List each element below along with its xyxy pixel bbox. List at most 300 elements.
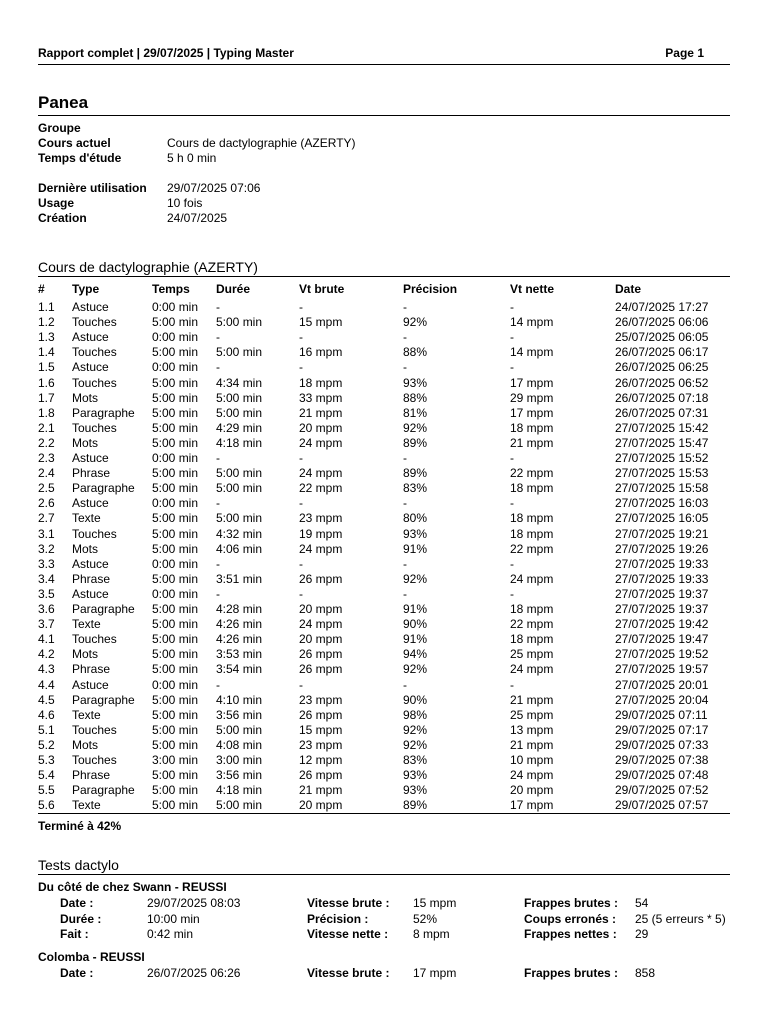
report-title: Rapport complet | 29/07/2025 | Typing Master <box>38 46 294 60</box>
row-net-speed: 17 mpm <box>510 375 554 390</box>
row-duration: 4:06 min <box>216 541 263 556</box>
table-row <box>38 496 730 511</box>
row-time: 0:00 min <box>152 496 199 511</box>
row-time: 5:00 min <box>152 737 199 752</box>
table-row <box>38 708 730 723</box>
row-number: 4.4 <box>38 677 55 692</box>
row-date: 27/07/2025 15:42 <box>615 420 709 435</box>
row-accuracy: 91% <box>403 602 428 616</box>
row-number: 4.5 <box>38 692 55 707</box>
test-field-value: 25 (5 erreurs * 5) <box>635 911 726 926</box>
row-number: 5.6 <box>38 798 55 813</box>
row-number: 4.1 <box>38 632 55 647</box>
row-net-speed: 24 mpm <box>510 768 554 783</box>
row-accuracy: 93% <box>403 526 428 541</box>
table-row <box>38 527 730 542</box>
test-field-label: Précision : <box>307 911 369 926</box>
row-time: 5:00 min <box>152 692 199 707</box>
table-row <box>38 723 730 738</box>
row-number: 5.1 <box>38 722 55 737</box>
row-net-speed: 18 mpm <box>510 420 554 435</box>
row-type: Astuce <box>72 300 109 314</box>
table-row <box>38 542 730 557</box>
row-net-speed: 22 mpm <box>510 466 554 481</box>
creation-label: Création <box>38 211 87 225</box>
row-gross-speed: 20 mpm <box>299 798 343 813</box>
row-type: Mots <box>72 647 99 662</box>
row-time: 0:00 min <box>152 586 199 601</box>
row-type: Texte <box>72 798 101 813</box>
row-type: Texte <box>72 707 101 722</box>
row-date: 26/07/2025 06:52 <box>615 375 709 390</box>
row-duration: 3:56 min <box>216 768 263 783</box>
row-net-speed: 25 mpm <box>510 647 554 662</box>
row-net-speed: 18 mpm <box>510 511 554 526</box>
row-duration: 5:00 min <box>216 798 263 813</box>
row-number: 5.5 <box>38 783 55 798</box>
row-accuracy: - <box>403 677 407 692</box>
test-field-value: 26/07/2025 06:26 <box>147 966 241 980</box>
row-net-speed: - <box>510 300 514 314</box>
row-net-speed: 17 mpm <box>510 405 554 420</box>
row-type: Phrase <box>72 571 111 586</box>
row-net-speed: - <box>510 677 514 692</box>
row-type: Touches <box>72 526 117 541</box>
col-number: # <box>38 282 45 296</box>
row-accuracy: 92% <box>403 315 428 330</box>
table-row <box>38 451 730 466</box>
row-duration: 3:51 min <box>216 571 263 586</box>
row-accuracy: 90% <box>403 692 428 707</box>
row-date: 26/07/2025 07:18 <box>615 390 709 405</box>
row-gross-speed: 24 mpm <box>299 435 343 450</box>
row-date: 29/07/2025 07:57 <box>615 798 709 813</box>
table-row <box>38 300 730 315</box>
row-accuracy: 93% <box>403 768 428 783</box>
row-net-speed: 18 mpm <box>510 481 554 496</box>
test-field-value: 29/07/2025 08:03 <box>147 896 241 910</box>
row-date: 26/07/2025 06:17 <box>615 345 709 360</box>
row-type: Touches <box>72 722 117 737</box>
row-number: 3.5 <box>38 586 55 601</box>
course-label: Cours actuel <box>38 136 111 150</box>
col-net-speed: Vt nette <box>510 282 555 296</box>
row-type: Astuce <box>72 586 109 601</box>
row-accuracy: 92% <box>403 420 428 435</box>
row-date: 27/07/2025 19:42 <box>615 617 709 632</box>
row-type: Touches <box>72 420 117 435</box>
row-number: 4.3 <box>38 662 55 677</box>
test-field-value: 29 <box>635 927 649 941</box>
col-type: Type <box>72 282 100 296</box>
table-row <box>38 436 730 451</box>
row-gross-speed: - <box>299 300 303 314</box>
row-accuracy: 88% <box>403 345 428 360</box>
study-value: 5 h 0 min <box>167 151 217 165</box>
table-row <box>38 315 730 330</box>
row-time: 5:00 min <box>152 602 199 616</box>
test-field-label: Frappes nettes : <box>524 927 617 941</box>
row-duration: 3:00 min <box>216 753 263 767</box>
row-gross-speed: 20 mpm <box>299 602 343 616</box>
row-accuracy: 98% <box>403 707 428 722</box>
row-time: 5:00 min <box>152 662 199 677</box>
row-gross-speed: 20 mpm <box>299 632 343 647</box>
course-section-title: Cours de dactylographie (AZERTY) <box>38 259 730 277</box>
row-gross-speed: 33 mpm <box>299 390 343 405</box>
table-row <box>38 557 730 572</box>
row-net-speed: - <box>510 360 514 375</box>
test-field-label: Durée : <box>60 911 102 926</box>
row-net-speed: 18 mpm <box>510 632 554 647</box>
row-net-speed: 24 mpm <box>510 662 554 677</box>
row-accuracy: 92% <box>403 737 428 752</box>
table-row <box>38 391 730 406</box>
row-duration: 4:28 min <box>216 602 263 616</box>
row-type: Astuce <box>72 496 109 511</box>
row-number: 1.8 <box>38 405 55 420</box>
row-net-speed: 21 mpm <box>510 692 554 707</box>
creation-value: 24/07/2025 <box>167 211 228 225</box>
row-gross-speed: 20 mpm <box>299 420 343 435</box>
row-number: 1.5 <box>38 360 55 375</box>
row-net-speed: 20 mpm <box>510 783 554 798</box>
table-row <box>38 647 730 662</box>
test-field-value: 15 mpm <box>413 896 457 910</box>
row-number: 2.4 <box>38 466 55 481</box>
row-net-speed: 25 mpm <box>510 707 554 722</box>
row-time: 5:00 min <box>152 707 199 722</box>
row-type: Phrase <box>72 662 111 677</box>
row-duration: - <box>216 586 220 601</box>
row-accuracy: 94% <box>403 647 428 662</box>
row-accuracy: 92% <box>403 571 428 586</box>
row-number: 2.6 <box>38 496 55 511</box>
row-accuracy: 91% <box>403 632 428 647</box>
row-duration: 5:00 min <box>216 511 263 526</box>
test-field-value: 10:00 min <box>147 911 200 926</box>
row-type: Astuce <box>72 360 109 375</box>
row-gross-speed: 26 mpm <box>299 647 343 662</box>
row-date: 25/07/2025 06:05 <box>615 330 709 345</box>
table-row <box>38 466 730 481</box>
table-row <box>38 511 730 526</box>
row-net-speed: 17 mpm <box>510 798 554 813</box>
row-gross-speed: 26 mpm <box>299 768 343 783</box>
row-duration: 5:00 min <box>216 315 263 330</box>
row-date: 29/07/2025 07:38 <box>615 753 709 767</box>
test-name: Colomba - REUSSI <box>38 950 145 964</box>
row-date: 27/07/2025 16:05 <box>615 511 709 526</box>
row-time: 5:00 min <box>152 420 199 435</box>
row-time: 5:00 min <box>152 390 199 405</box>
row-duration: 3:54 min <box>216 662 263 677</box>
table-row <box>38 572 730 587</box>
test-field-label: Vitesse brute : <box>307 966 390 980</box>
row-accuracy: 92% <box>403 722 428 737</box>
row-accuracy: 80% <box>403 511 428 526</box>
row-number: 3.1 <box>38 526 55 541</box>
row-type: Mots <box>72 737 99 752</box>
row-type: Touches <box>72 632 117 647</box>
row-type: Mots <box>72 390 99 405</box>
row-accuracy: 93% <box>403 783 428 798</box>
row-number: 3.4 <box>38 571 55 586</box>
row-type: Paragraphe <box>72 783 135 798</box>
test-field-label: Coups erronés : <box>524 911 617 926</box>
row-gross-speed: 15 mpm <box>299 722 343 737</box>
row-duration: 4:26 min <box>216 617 263 632</box>
row-date: 27/07/2025 19:33 <box>615 571 709 586</box>
row-gross-speed: 21 mpm <box>299 783 343 798</box>
table-row <box>38 662 730 677</box>
test-detail-row <box>38 966 738 981</box>
row-gross-speed: 24 mpm <box>299 541 343 556</box>
row-time: 5:00 min <box>152 798 199 813</box>
row-time: 5:00 min <box>152 315 199 330</box>
row-time: 5:00 min <box>152 345 199 360</box>
course-table-header <box>38 282 730 297</box>
row-gross-speed: 16 mpm <box>299 345 343 360</box>
row-type: Touches <box>72 375 117 390</box>
usage-value: 10 fois <box>167 196 203 210</box>
row-date: 27/07/2025 20:04 <box>615 692 709 707</box>
row-date: 27/07/2025 15:58 <box>615 481 709 496</box>
row-gross-speed: 22 mpm <box>299 481 343 496</box>
row-time: 5:00 min <box>152 571 199 586</box>
row-time: 5:00 min <box>152 481 199 496</box>
table-row <box>38 406 730 421</box>
row-time: 0:00 min <box>152 360 199 375</box>
row-number: 5.4 <box>38 768 55 783</box>
row-time: 0:00 min <box>152 556 199 571</box>
report-header <box>38 45 730 65</box>
row-time: 5:00 min <box>152 783 199 798</box>
row-gross-speed: 23 mpm <box>299 737 343 752</box>
row-time: 5:00 min <box>152 511 199 526</box>
col-gross-speed: Vt brute <box>299 282 345 296</box>
row-time: 0:00 min <box>152 330 199 345</box>
row-time: 5:00 min <box>152 466 199 481</box>
row-type: Paragraphe <box>72 481 135 496</box>
row-duration: 5:00 min <box>216 405 263 420</box>
test-field-label: Frappes brutes : <box>524 896 619 910</box>
row-type: Mots <box>72 435 99 450</box>
row-gross-speed: - <box>299 586 303 601</box>
row-net-speed: 13 mpm <box>510 722 554 737</box>
row-accuracy: 93% <box>403 375 428 390</box>
table-row <box>38 783 730 798</box>
table-row <box>38 360 730 375</box>
row-time: 0:00 min <box>152 451 199 465</box>
row-date: 27/07/2025 19:33 <box>615 556 709 571</box>
row-number: 3.7 <box>38 617 55 632</box>
row-duration: - <box>216 300 220 314</box>
row-net-speed: 18 mpm <box>510 526 554 541</box>
row-duration: 4:18 min <box>216 783 263 798</box>
test-field-value: 8 mpm <box>413 927 450 941</box>
col-accuracy: Précision <box>403 282 458 296</box>
group-label: Groupe <box>38 121 81 135</box>
table-row <box>38 587 730 602</box>
row-time: 5:00 min <box>152 541 199 556</box>
test-detail-row <box>38 896 738 911</box>
row-accuracy: 91% <box>403 541 428 556</box>
table-row <box>38 330 730 345</box>
row-net-speed: 22 mpm <box>510 617 554 632</box>
test-name: Du côté de chez Swann - REUSSI <box>38 880 227 894</box>
col-date: Date <box>615 282 642 296</box>
row-number: 2.2 <box>38 435 55 450</box>
row-duration: 3:53 min <box>216 647 263 662</box>
test-detail-row <box>38 927 738 942</box>
row-date: 27/07/2025 19:47 <box>615 632 709 647</box>
usage-label: Usage <box>38 196 75 210</box>
row-accuracy: 89% <box>403 798 428 813</box>
row-time: 0:00 min <box>152 677 199 692</box>
row-duration: - <box>216 677 220 692</box>
table-row <box>38 376 730 391</box>
test-field-value: 17 mpm <box>413 966 457 980</box>
row-duration: 3:56 min <box>216 707 263 722</box>
row-gross-speed: 23 mpm <box>299 511 343 526</box>
row-number: 2.3 <box>38 451 55 465</box>
table-row <box>38 632 730 647</box>
row-gross-speed: - <box>299 360 303 375</box>
row-net-speed: - <box>510 586 514 601</box>
row-number: 2.5 <box>38 481 55 496</box>
row-duration: 5:00 min <box>216 345 263 360</box>
row-duration: 4:34 min <box>216 375 263 390</box>
row-type: Astuce <box>72 330 109 345</box>
row-type: Phrase <box>72 768 111 783</box>
row-gross-speed: 26 mpm <box>299 662 343 677</box>
row-date: 27/07/2025 19:57 <box>615 662 709 677</box>
row-date: 27/07/2025 19:37 <box>615 586 709 601</box>
row-net-speed: 29 mpm <box>510 390 554 405</box>
test-detail-row <box>38 912 738 927</box>
row-number: 1.3 <box>38 330 55 345</box>
row-type: Astuce <box>72 556 109 571</box>
row-time: 5:00 min <box>152 632 199 647</box>
row-accuracy: - <box>403 360 407 375</box>
row-time: 3:00 min <box>152 753 199 767</box>
row-duration: - <box>216 556 220 571</box>
last-use-value: 29/07/2025 07:06 <box>167 181 261 195</box>
table-divider <box>38 813 730 814</box>
row-duration: - <box>216 496 220 511</box>
row-date: 27/07/2025 19:37 <box>615 602 709 616</box>
row-number: 1.2 <box>38 315 55 330</box>
table-row <box>38 693 730 708</box>
row-number: 3.6 <box>38 602 55 616</box>
row-duration: 4:18 min <box>216 435 263 450</box>
row-accuracy: 89% <box>403 435 428 450</box>
row-time: 5:00 min <box>152 375 199 390</box>
row-number: 4.2 <box>38 647 55 662</box>
row-type: Touches <box>72 315 117 330</box>
test-field-label: Date : <box>60 896 94 910</box>
row-date: 29/07/2025 07:48 <box>615 768 709 783</box>
course-value: Cours de dactylographie (AZERTY) <box>167 136 356 150</box>
row-accuracy: 92% <box>403 662 428 677</box>
completion-status: Terminé à 42% <box>38 819 122 833</box>
table-row <box>38 738 730 753</box>
test-field-label: Date : <box>60 966 94 980</box>
row-net-speed: 21 mpm <box>510 435 554 450</box>
row-net-speed: 18 mpm <box>510 602 554 616</box>
row-net-speed: - <box>510 496 514 511</box>
row-gross-speed: 24 mpm <box>299 617 343 632</box>
row-net-speed: - <box>510 330 514 345</box>
row-net-speed: 10 mpm <box>510 753 554 767</box>
row-type: Paragraphe <box>72 405 135 420</box>
table-row <box>38 798 730 813</box>
row-date: 27/07/2025 20:01 <box>615 677 709 692</box>
row-net-speed: 21 mpm <box>510 737 554 752</box>
row-gross-speed: 21 mpm <box>299 405 343 420</box>
row-net-speed: 24 mpm <box>510 571 554 586</box>
table-row <box>38 768 730 783</box>
page-number: Page 1 <box>665 46 704 60</box>
row-gross-speed: - <box>299 496 303 511</box>
test-field-value: 52% <box>413 911 438 926</box>
user-name: Panea <box>38 93 730 116</box>
test-field-label: Fait : <box>60 927 89 941</box>
row-gross-speed: - <box>299 556 303 571</box>
row-number: 1.7 <box>38 390 55 405</box>
row-net-speed: - <box>510 556 514 571</box>
row-date: 26/07/2025 06:06 <box>615 315 709 330</box>
row-duration: - <box>216 451 220 465</box>
table-row <box>38 345 730 360</box>
table-row <box>38 602 730 617</box>
row-date: 24/07/2025 17:27 <box>615 300 709 314</box>
row-type: Paragraphe <box>72 602 135 616</box>
row-number: 1.6 <box>38 375 55 390</box>
row-time: 5:00 min <box>152 526 199 541</box>
row-type: Mots <box>72 541 99 556</box>
test-field-value: 54 <box>635 896 649 910</box>
row-date: 29/07/2025 07:11 <box>615 707 708 722</box>
row-time: 0:00 min <box>152 300 199 314</box>
table-row <box>38 421 730 436</box>
row-type: Phrase <box>72 466 111 481</box>
row-duration: 4:26 min <box>216 632 263 647</box>
row-number: 5.3 <box>38 753 55 767</box>
row-date: 27/07/2025 15:47 <box>615 435 709 450</box>
row-date: 27/07/2025 19:26 <box>615 541 709 556</box>
row-date: 29/07/2025 07:17 <box>615 722 709 737</box>
col-time: Temps <box>152 282 190 296</box>
row-accuracy: - <box>403 451 407 465</box>
row-gross-speed: 23 mpm <box>299 692 343 707</box>
row-type: Touches <box>72 345 117 360</box>
row-number: 1.4 <box>38 345 55 360</box>
row-type: Astuce <box>72 451 109 465</box>
table-row <box>38 753 730 768</box>
row-time: 5:00 min <box>152 722 199 737</box>
row-gross-speed: - <box>299 451 303 465</box>
row-date: 29/07/2025 07:52 <box>615 783 709 798</box>
test-field-label: Frappes brutes : <box>524 966 619 980</box>
row-net-speed: - <box>510 451 514 465</box>
row-gross-speed: 24 mpm <box>299 466 343 481</box>
row-duration: 4:32 min <box>216 526 263 541</box>
row-number: 5.2 <box>38 737 55 752</box>
row-date: 27/07/2025 19:52 <box>615 647 709 662</box>
row-accuracy: - <box>403 330 407 345</box>
